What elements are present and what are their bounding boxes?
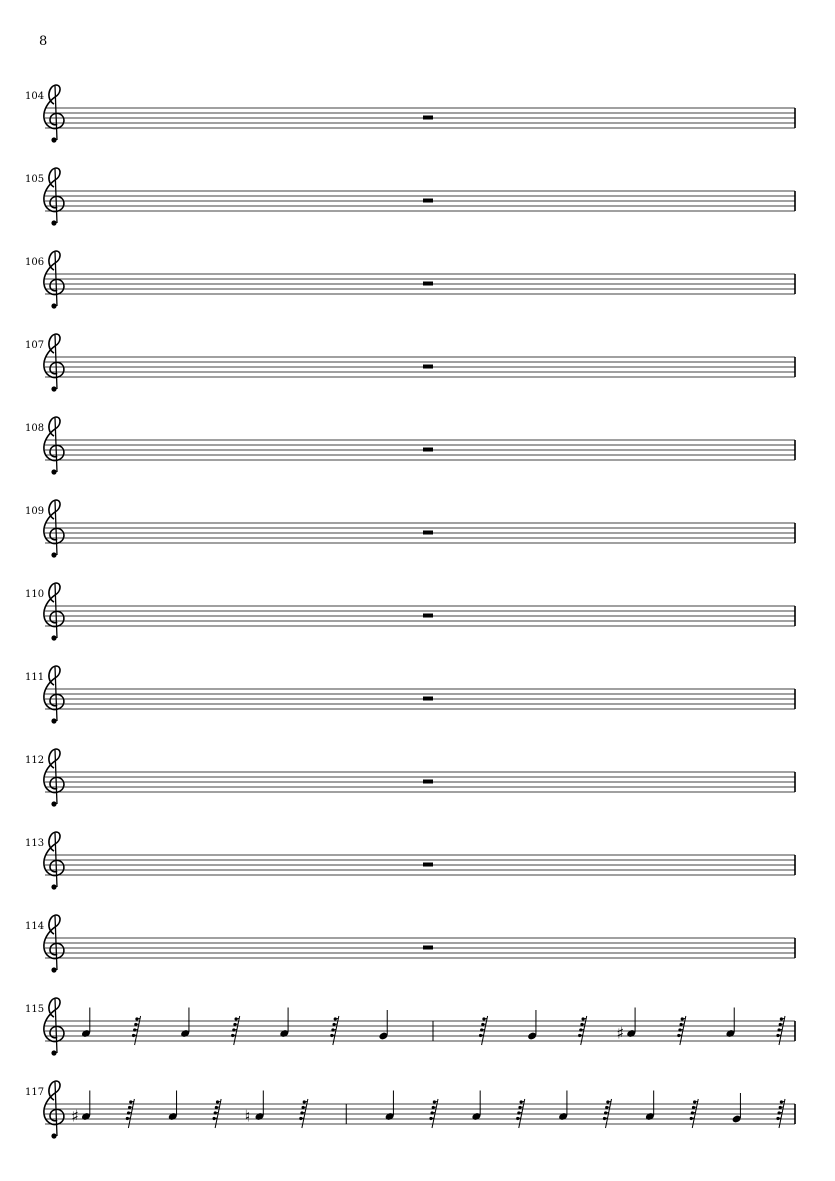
- staff-system: [25, 417, 795, 475]
- quarter-note: [81, 1008, 91, 1039]
- treble-clef-icon: [44, 334, 64, 392]
- quarter-note: [616, 1008, 636, 1043]
- whole-rest: [423, 697, 433, 701]
- measure-number: 115: [25, 1004, 45, 1015]
- quarter-note: [378, 1010, 388, 1041]
- measure-number: 105: [25, 174, 45, 185]
- treble-clef-icon: [44, 85, 64, 143]
- whole-rest: [423, 780, 433, 784]
- staff-system: [25, 998, 795, 1056]
- quarter-note: [471, 1091, 481, 1122]
- treble-clef-icon: [44, 915, 64, 973]
- measure-number: 110: [25, 589, 45, 600]
- quarter-note: [645, 1091, 655, 1122]
- treble-clef-icon: [44, 666, 64, 724]
- staff-system: [25, 666, 795, 724]
- whole-rest: [423, 531, 433, 535]
- quarter-note: [245, 1091, 265, 1126]
- quarter-note: [71, 1091, 91, 1126]
- whole-rest: [423, 365, 433, 369]
- whole-rest: [423, 116, 433, 120]
- quarter-note: [168, 1091, 178, 1122]
- whole-rest: [423, 863, 433, 867]
- treble-clef-icon: [44, 500, 64, 558]
- staff-system: [25, 251, 795, 309]
- measure-number: 113: [25, 838, 45, 849]
- measure-number: 112: [25, 755, 45, 766]
- staff-system: [25, 334, 795, 392]
- treble-clef-icon: [44, 1081, 64, 1139]
- page-number: 8: [39, 34, 48, 49]
- sharp-icon: ♯: [71, 1106, 79, 1126]
- staff-system: [25, 500, 795, 558]
- measure-number: 106: [25, 257, 45, 268]
- whole-rest: [423, 946, 433, 950]
- whole-rest: [423, 448, 433, 452]
- treble-clef-icon: [44, 998, 64, 1056]
- quarter-note: [180, 1008, 190, 1039]
- whole-rest: [423, 614, 433, 618]
- staff-system: [25, 749, 795, 807]
- quarter-note: [725, 1008, 735, 1039]
- quarter-note: [558, 1091, 568, 1122]
- staff-system: [25, 832, 795, 890]
- whole-rest: [423, 199, 433, 203]
- quarter-note: [732, 1093, 742, 1124]
- staff-system: [25, 915, 795, 973]
- treble-clef-icon: [44, 168, 64, 226]
- staff-system: [25, 168, 795, 226]
- treble-clef-icon: [44, 251, 64, 309]
- measure-number: 104: [25, 91, 45, 102]
- sharp-icon: ♯: [616, 1023, 625, 1043]
- treble-clef-icon: [44, 583, 64, 641]
- treble-clef-icon: [44, 832, 64, 890]
- measure-number: 107: [25, 340, 45, 351]
- treble-clef-icon: [44, 417, 64, 475]
- quarter-note: [527, 1010, 537, 1041]
- treble-clef-icon: [44, 749, 64, 807]
- measure-number: 109: [25, 506, 45, 517]
- staff-system: [25, 1081, 795, 1139]
- staff-system: [25, 583, 795, 641]
- measure-number: 108: [25, 423, 45, 434]
- measure-number: 114: [25, 921, 45, 932]
- whole-rest: [423, 282, 433, 286]
- quarter-note: [279, 1008, 289, 1039]
- measure-number: 111: [25, 672, 45, 683]
- staff-system: [25, 85, 795, 143]
- quarter-note: [385, 1091, 395, 1122]
- natural-icon: ♮: [244, 1106, 251, 1126]
- measure-number: 117: [25, 1087, 45, 1098]
- systems: [25, 85, 795, 1139]
